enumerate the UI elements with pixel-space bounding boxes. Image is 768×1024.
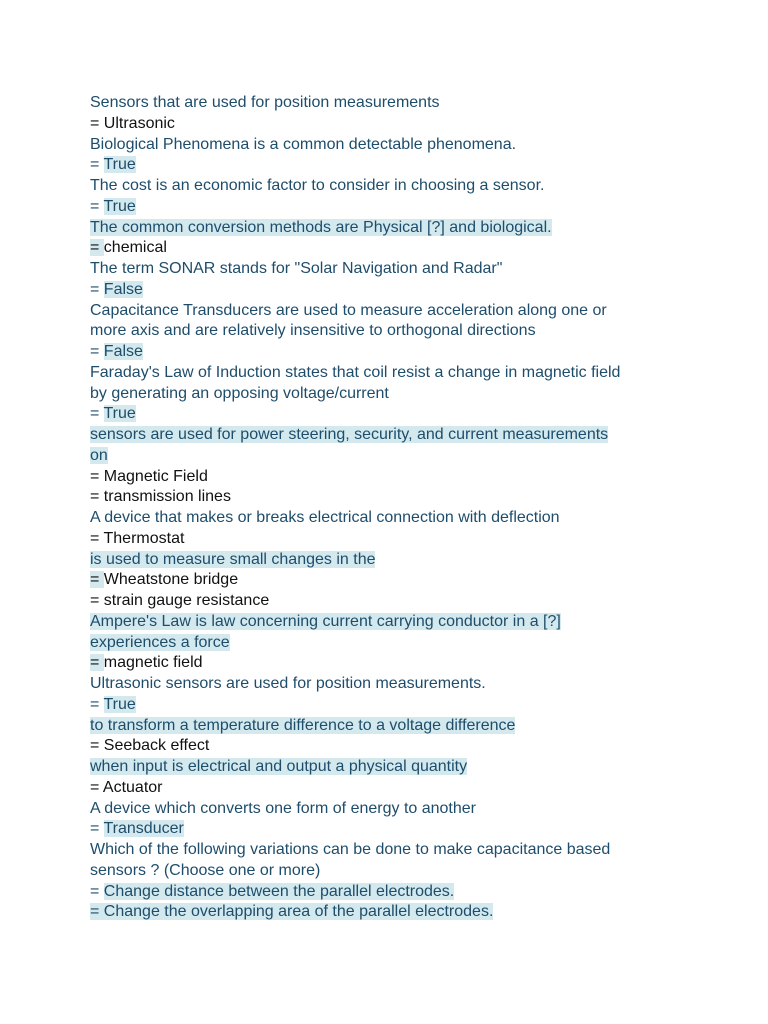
answer-text: Change distance between the parallel electrodes. [103, 882, 455, 900]
answer-line [90, 591, 690, 612]
line-text: = transmission lines [90, 488, 231, 506]
answer-text: magnetic field [103, 654, 203, 672]
answer-text: True [103, 197, 136, 215]
line-text: A device that makes or breaks electrical connection with deflection [90, 509, 560, 526]
question-line [90, 716, 690, 737]
line-text: Sensors that are used for position measurements [90, 94, 440, 111]
answer-line [90, 778, 690, 799]
answer-line [90, 238, 690, 259]
answer-text: Wheatstone bridge [103, 571, 239, 589]
line-text: by generating an opposing voltage/current [90, 384, 389, 402]
question-line [90, 840, 690, 861]
equals-marker: = [90, 695, 104, 713]
answer-text: True [103, 156, 136, 174]
line-text: Biological Phenomena is a common detectable phenomena. [90, 135, 517, 153]
question-line [90, 674, 690, 695]
question-line [90, 508, 690, 529]
document-body [90, 93, 690, 923]
question-line [90, 633, 690, 654]
question-line [90, 218, 690, 239]
line-text: = Actuator [90, 778, 163, 796]
equals-marker: = [90, 405, 104, 423]
answer-line [90, 570, 690, 591]
answer-line [90, 487, 690, 508]
highlighted-text: = Change the overlapping area of the parallel electrodes. [90, 903, 494, 921]
question-line [90, 259, 690, 280]
question-line [90, 384, 690, 405]
highlighted-text: when input is electrical and output a physical quantity [90, 758, 468, 775]
question-line [90, 280, 690, 301]
line-text: = Thermostat [90, 529, 185, 547]
question-line [90, 135, 690, 156]
question-line [90, 404, 690, 425]
question-line [90, 321, 690, 342]
line-text: Ultrasonic sensors are used for position measurements. [90, 675, 486, 692]
line-text: more axis and are relatively insensitive to orthogonal directions [90, 322, 536, 340]
line-text: = Ultrasonic [90, 114, 175, 132]
answer-line [90, 736, 690, 757]
highlighted-text: to transform a temperature difference to a voltage difference [90, 716, 516, 734]
question-line [90, 446, 690, 467]
question-line [90, 612, 690, 633]
question-line [90, 197, 690, 218]
highlighted-text: Ampere's Law is law concerning current carrying conductor in a [?] [90, 612, 561, 630]
question-line [90, 799, 690, 820]
equals-marker: = [90, 820, 104, 838]
highlighted-text: sensors are used for power steering, security, and current measurements [90, 426, 609, 443]
question-line [90, 902, 690, 923]
question-line [90, 176, 690, 197]
line-text: sensors ? (Choose one or more) [90, 861, 321, 879]
line-text: = Seeback effect [90, 737, 210, 755]
question-line [90, 155, 690, 176]
equals-marker: = [90, 882, 104, 900]
equals-marker: = [90, 156, 104, 174]
question-line [90, 363, 690, 384]
answer-line [90, 467, 690, 488]
question-line [90, 819, 690, 840]
highlighted-text: on [90, 446, 108, 464]
line-text: A device which converts one form of energy to another [90, 799, 476, 817]
question-line [90, 861, 690, 882]
question-line [90, 425, 690, 446]
answer-line [90, 114, 690, 135]
question-line [90, 342, 690, 363]
answer-text: chemical [103, 239, 167, 257]
line-text: Which of the following variations can be done to make capacitance based [90, 841, 611, 858]
answer-text: True [103, 695, 136, 713]
line-text: The term SONAR stands for "Solar Navigation and Radar" [90, 260, 503, 277]
question-line [90, 550, 690, 571]
answer-text: False [103, 280, 143, 298]
question-line [90, 301, 690, 322]
question-line [90, 882, 690, 903]
answer-text: True [103, 405, 136, 423]
line-text: = Magnetic Field [90, 467, 208, 485]
equals-marker: = [90, 654, 104, 672]
equals-marker: = [90, 571, 104, 589]
question-line [90, 695, 690, 716]
equals-marker: = [90, 239, 104, 257]
line-text: Faraday's Law of Induction states that coil resist a change in magnetic field [90, 363, 621, 381]
answer-line [90, 529, 690, 550]
highlighted-text: The common conversion methods are Physical [?] and biological. [90, 218, 552, 236]
question-line [90, 757, 690, 778]
line-text: Capacitance Transducers are used to measure acceleration along one or [90, 301, 607, 319]
equals-marker: = [90, 343, 104, 360]
highlighted-text: experiences a force [90, 633, 230, 651]
question-line [90, 93, 690, 114]
line-text: The cost is an economic factor to consider in choosing a sensor. [90, 177, 545, 194]
equals-marker: = [90, 197, 104, 215]
equals-marker: = [90, 280, 104, 298]
highlighted-text: is used to measure small changes in the [90, 550, 376, 568]
answer-text: False [103, 343, 143, 360]
answer-text: Transducer [103, 820, 184, 838]
line-text: = strain gauge resistance [90, 592, 270, 609]
answer-line [90, 653, 690, 674]
